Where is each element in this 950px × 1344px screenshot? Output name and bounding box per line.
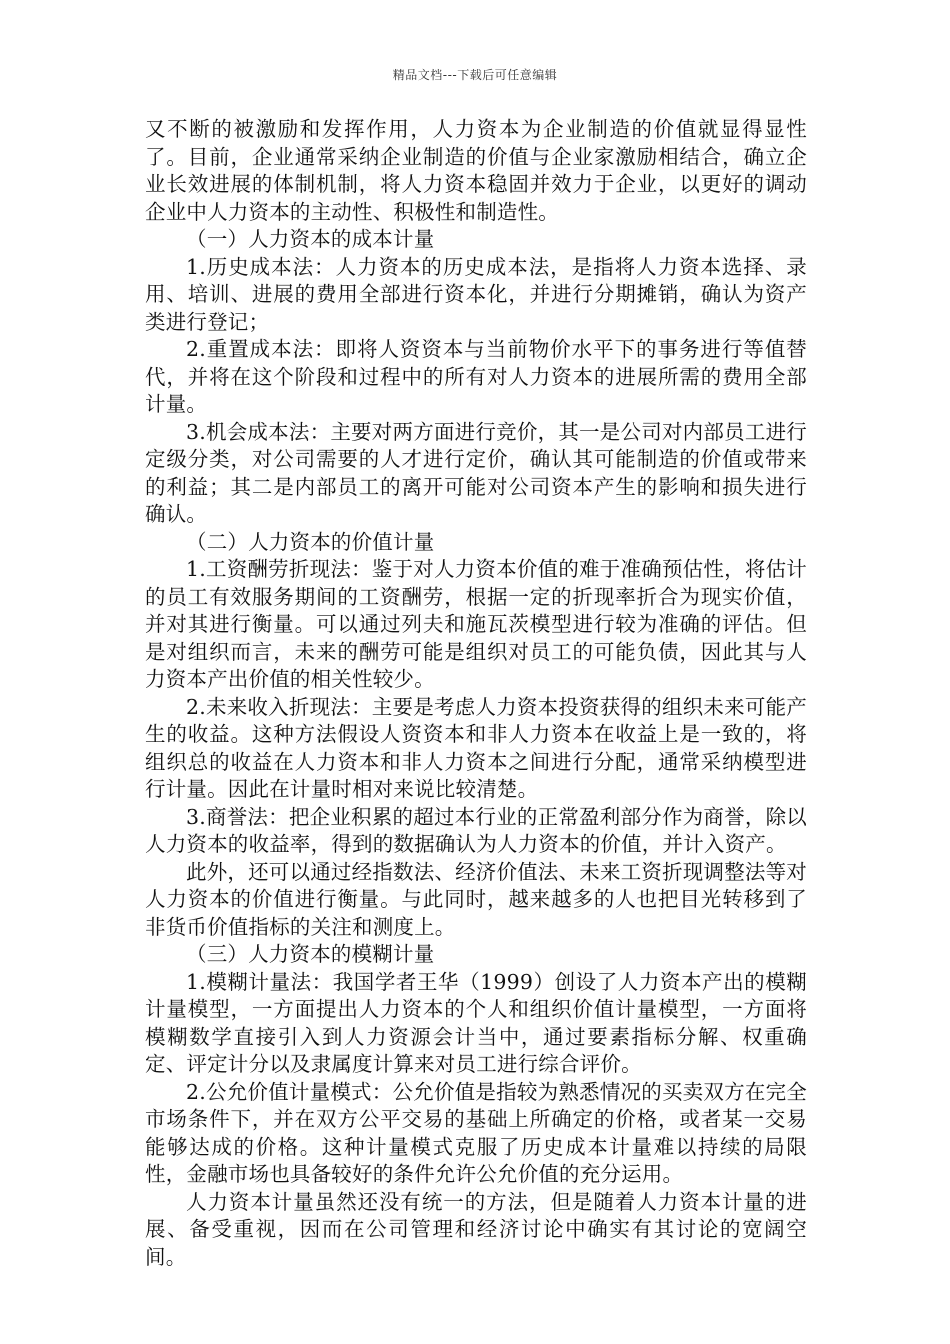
paragraph-intro-continuation: 又不断的被激励和发挥作用，人力资本为企业制造的价值就显得显性了。目前，企业通常采纳企业制造的价值与企业家激励相结合，确立企业长效进展的体制机制，将人力资本稳固并效力于企业，以更好的调动企业中人力资本的主动性、积极性和制造性。 — [145, 117, 807, 224]
paragraph-fuzzy-method: 1.模糊计量法：我国学者王华（1999）创设了人力资本产出的模糊计量模型，一方面提出人力资本的个人和组织价值计量模型，一方面将模糊数学直接引入到人力资源会计当中，通过要素指标分解、权重确定、评定计分以及隶属度计算来对员工进行综合评价。 — [145, 969, 807, 1076]
paragraph-goodwill: 3.商誉法：把企业积累的超过本行业的正常盈利部分作为商誉，除以人力资本的收益率，得到的数据确认为人力资本的价值，并计入资产。 — [145, 804, 807, 856]
paragraph-historical-cost: 1.历史成本法：人力资本的历史成本法，是指将人力资本选择、录用、培训、进展的费用全部进行资本化，并进行分期摊销，确认为资产类进行登记； — [145, 254, 807, 334]
section-heading-value-measurement: （二）人力资本的价值计量 — [186, 529, 435, 554]
paragraph-other-methods: 此外，还可以通过经指数法、经济价值法、未来工资折现调整法等对人力资本的价值进行衡量。与此同时，越来越多的人也把目光转移到了非货币价值指标的关注和测度上。 — [145, 859, 807, 939]
paragraph-future-income-discount: 2.未来收入折现法：主要是考虑人力资本投资获得的组织未来可能产生的收益。这种方法假设人资资本和非人力资本在收益上是一致的，将组织总的收益在人力资本和非人力资本之间进行分配，通常采纳模型进行计量。因此在计量时相对来说比较清楚。 — [145, 694, 807, 801]
paragraph-replacement-cost: 2.重置成本法：即将人资资本与当前物价水平下的事务进行等值替代，并将在这个阶段和过程中的所有对人力资本的进展所需的费用全部计量。 — [145, 337, 807, 416]
page-header: 精品文档---下载后可任意编辑 — [392, 68, 558, 82]
document-body — [145, 116, 807, 1271]
section-heading-cost-measurement: （一）人力资本的成本计量 — [186, 227, 435, 251]
paragraph-fair-value: 2.公允价值计量模式：公允价值是指较为熟悉情况的买卖双方在完全市场条件下，并在双方公平交易的基础上所确定的价格，或者某一交易能够达成的价格。这种计量模式克服了历史成本计量难以持续的局限性，金融市场也具备较好的条件允许公允价值的充分运用。 — [145, 1079, 807, 1186]
section-heading-fuzzy-measurement: （三）人力资本的模糊计量 — [186, 942, 435, 966]
paragraph-conclusion: 人力资本计量虽然还没有统一的方法，但是随着人力资本计量的进展、备受重视，因而在公司管理和经济讨论中确实有其讨论的宽阔空间。 — [145, 1189, 807, 1269]
paragraph-wage-discount: 1.工资酬劳折现法：鉴于对人力资本价值的难于准确预估性，将估计的员工有效服务期间的工资酬劳，根据一定的折现率折合为现实价值，并对其进行衡量。可以通过列夫和施瓦茨模型进行较为准确的评估。但是对组织而言，未来的酬劳可能是组织对员工的可能负债，因此其与人力资本产出价值的相关性较少。 — [145, 557, 807, 691]
paragraph-opportunity-cost: 3.机会成本法：主要对两方面进行竞价，其一是公司对内部员工进行定级分类，对公司需要的人才进行定价，确认其可能制造的价值或带来的利益；其二是内部员工的离开可能对公司资本产生的影响和损失进行确认。 — [145, 419, 807, 526]
